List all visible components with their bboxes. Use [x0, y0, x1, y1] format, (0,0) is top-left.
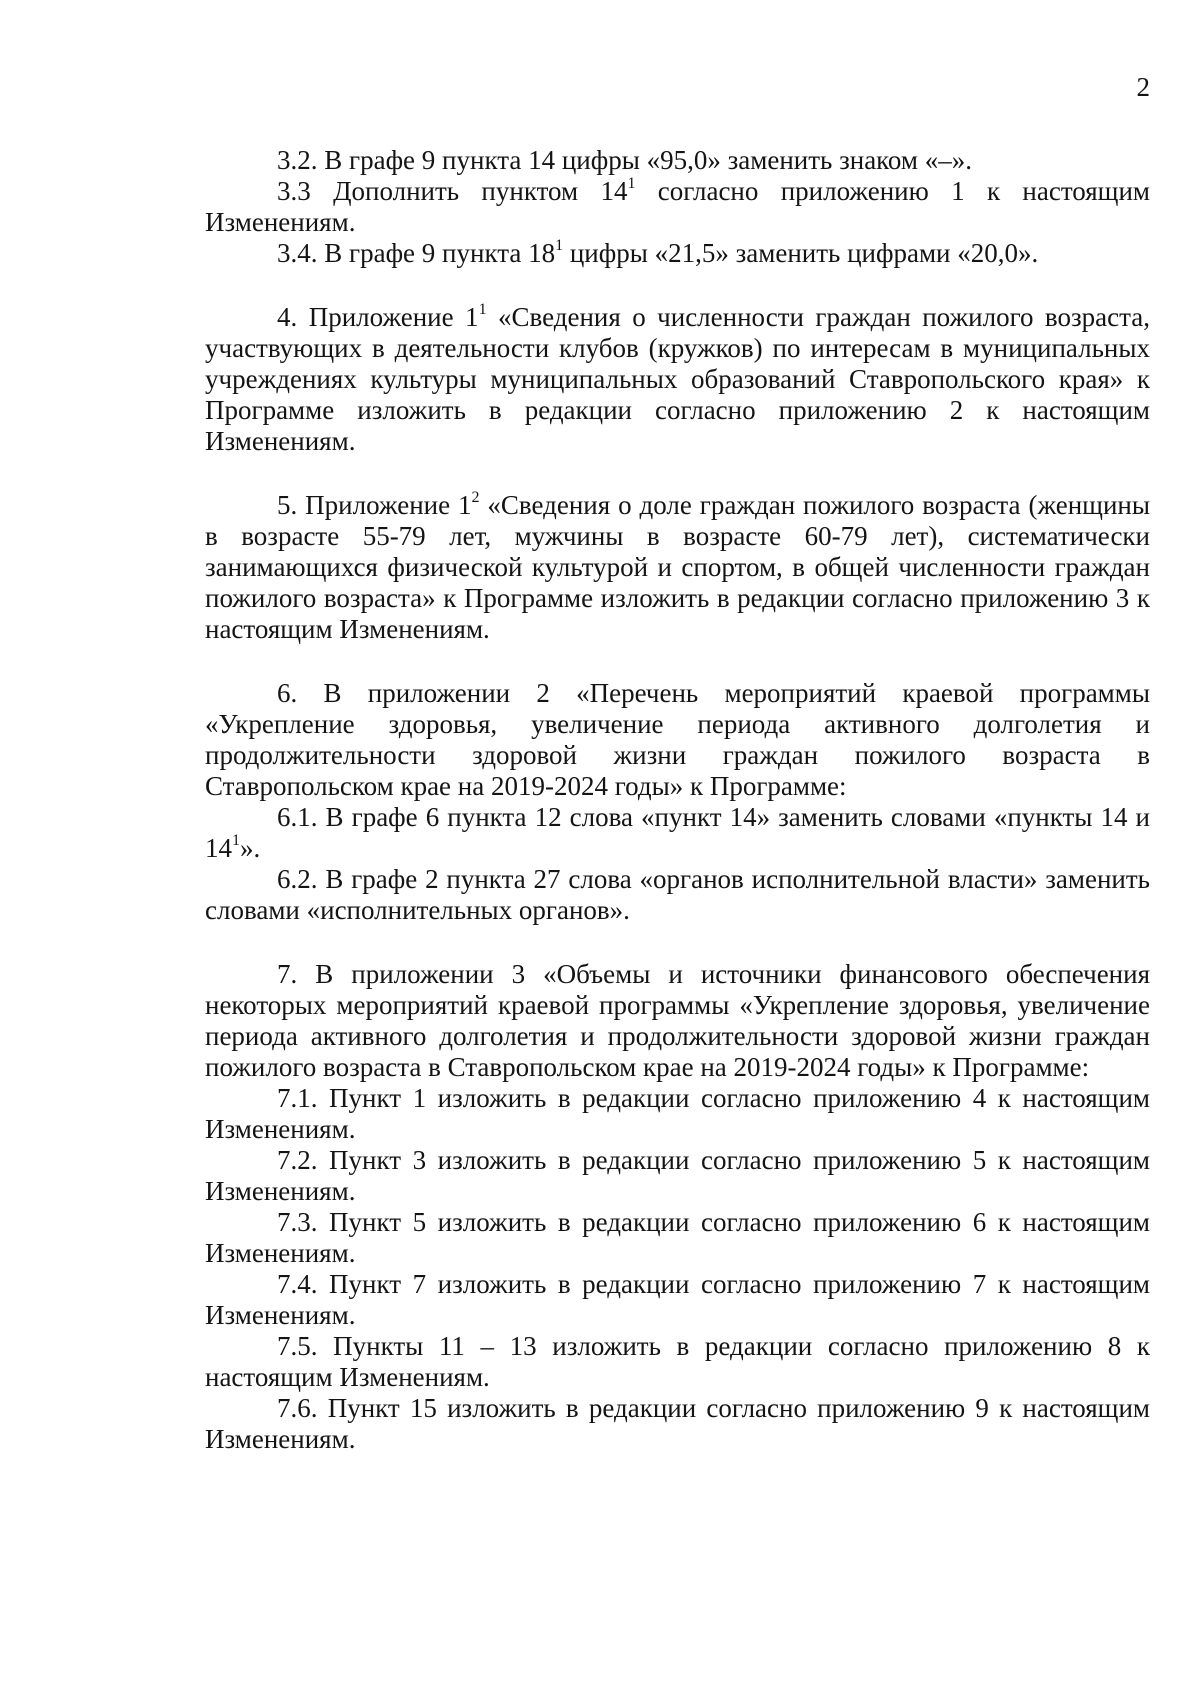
paragraph-text: 7.5. Пункты 11 – 13 изложить в редакции согласно приложению 8 к настоящим Изменениям.: [205, 1331, 1150, 1392]
paragraph-7-2: [205, 1145, 1150, 1207]
paragraph-text: 7. В приложении 3 «Объемы и источники финансового обеспечения некоторых мероприятий краевой программы «Укрепление здоровья, увеличение периода активного долголетия и продолжительности здоровой жизни граждан пожилого возраста в Ставропольском крае на 2019-2024 годы» к Программе:: [205, 959, 1150, 1082]
paragraph-text: 7.4. Пункт 7 изложить в редакции согласно приложению 7 к настоящим Изменениям.: [205, 1269, 1150, 1330]
paragraph-text: 6.2. В графе 2 пункта 27 слова «органов исполнительной власти» заменить словами «исполнительных органов».: [205, 864, 1150, 925]
paragraph-text: цифры «21,5» заменить цифрами «20,0».: [563, 238, 1039, 268]
paragraph-text: 7.6. Пункт 15 изложить в редакции согласно приложению 9 к настоящим Изменениям.: [205, 1393, 1150, 1454]
paragraph-text: согласно приложению 1 к настоящим Изменениям.: [205, 176, 1150, 237]
paragraph-7-4: [205, 1269, 1150, 1331]
paragraph-text: 3.2. В графе 9 пункта 14 цифры «95,0» заменить знаком «–».: [277, 145, 972, 175]
paragraph-4: [205, 302, 1150, 457]
superscript: 1: [555, 237, 564, 254]
paragraph-text: 3.4. В графе 9 пункта 18: [277, 238, 556, 268]
paragraph-text: ».: [240, 833, 261, 863]
paragraph-7-5: [205, 1331, 1150, 1393]
page-number: 2: [1136, 72, 1150, 102]
paragraph-3-2: [205, 145, 1150, 176]
paragraph-7-3: [205, 1207, 1150, 1269]
paragraph-text: «Сведения о доле граждан пожилого возраста (женщины в возрасте 55-79 лет, мужчины в возрасте 60-79 лет), систематически занимающихся физической культурой и спортом, в общей численности граждан пожилого возраста» к Программе изложить в редакции согласно приложению 3 к настоящим Изменениям.: [205, 490, 1150, 644]
paragraph-text: 6.1. В графе 6 пункта 12 слова «пункт 14» заменить словами «пункты 14 и 14: [205, 802, 1150, 863]
superscript: 1: [627, 175, 636, 192]
superscript: 1: [232, 832, 240, 849]
paragraph-5: [205, 490, 1150, 645]
paragraph-6: [205, 678, 1150, 802]
paragraph-text: 4. Приложение 1: [277, 302, 479, 332]
superscript: 2: [471, 489, 480, 506]
paragraph-7-1: [205, 1083, 1150, 1145]
superscript: 1: [478, 301, 487, 318]
paragraph-text: 7.1. Пункт 1 изложить в редакции согласно приложению 4 к настоящим Изменениям.: [205, 1083, 1150, 1144]
paragraph-text: «Сведения о численности граждан пожилого возраста, участвующих в деятельности клубов (кружков) по интересам в муниципальных учреждениях культуры муниципальных образований Ставропольского края» к Программе изложить в редакции согласно приложению 2 к настоящим Изменениям.: [205, 302, 1150, 456]
document-body: [205, 145, 1150, 1455]
paragraph-text: 6. В приложении 2 «Перечень мероприятий краевой программы «Укрепление здоровья, увеличение периода активного долголетия и продолжительности здоровой жизни граждан пожилого возраста в Ставропольском крае на 2019-2024 годы» к Программе:: [205, 678, 1150, 801]
paragraph-7: [205, 959, 1150, 1083]
paragraph-3-4: [205, 238, 1150, 269]
paragraph-7-6: [205, 1393, 1150, 1455]
paragraph-6-1: [205, 802, 1150, 864]
paragraph-text: 3.3 Дополнить пунктом 14: [277, 176, 628, 206]
paragraph-text: 7.3. Пункт 5 изложить в редакции согласно приложению 6 к настоящим Изменениям.: [205, 1207, 1150, 1268]
paragraph-3-3: [205, 176, 1150, 238]
paragraph-text: 7.2. Пункт 3 изложить в редакции согласно приложению 5 к настоящим Изменениям.: [205, 1145, 1150, 1206]
paragraph-6-2: [205, 864, 1150, 926]
paragraph-text: 5. Приложение 1: [277, 490, 472, 520]
